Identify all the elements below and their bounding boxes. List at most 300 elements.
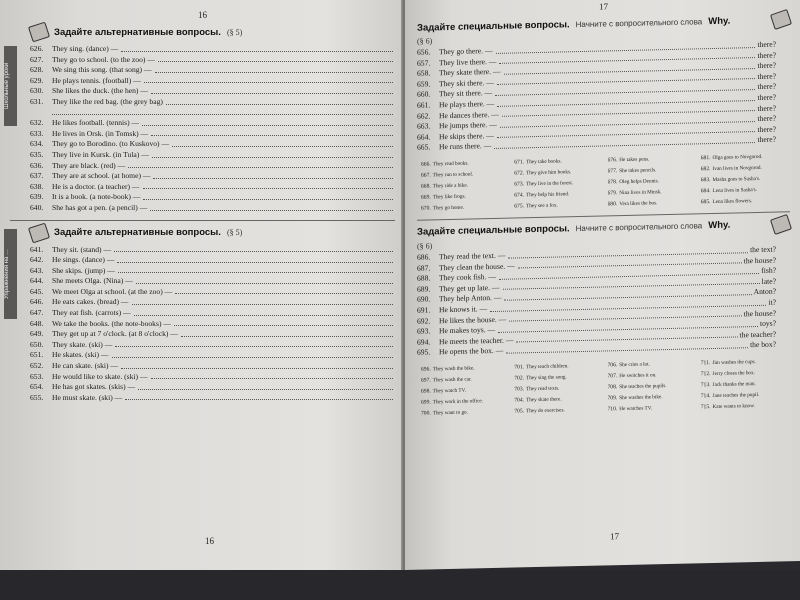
exercise-item (30, 139, 395, 150)
grid-exercise (421, 362, 510, 374)
exercise-text: They go there. — (439, 46, 493, 57)
exercise-item (30, 129, 395, 140)
answer-tail: it? (768, 297, 776, 307)
answer-tail: there? (757, 124, 776, 134)
exercise-text: He jumps there. — (439, 120, 497, 131)
exercise-item (30, 255, 395, 266)
exercise-number: 682. (700, 166, 711, 173)
exercise-number: 699. (421, 399, 431, 406)
grid-exercise (421, 191, 510, 203)
answer-line (166, 97, 393, 105)
page-number-bottom: 16 (205, 536, 214, 546)
grid-exercise (701, 389, 790, 401)
exercise-text: He makes toys. — (439, 325, 496, 336)
answer-line (152, 150, 393, 158)
exercise-text: Jack thanks the man. (712, 380, 756, 388)
answer-line (181, 329, 393, 337)
answer-line (142, 118, 393, 126)
exercise-number: 663. (417, 121, 431, 131)
exercise-text: They live in Kursk. (in Tula) — (52, 149, 149, 159)
exercise-text: Kate wants to know. (712, 402, 755, 410)
exercise-item (30, 171, 395, 182)
answer-line (150, 203, 393, 211)
grid-exercise (421, 180, 510, 192)
exercise-text: He plays there. — (439, 98, 495, 110)
answer-line (175, 287, 393, 295)
exercise-number: 693. (417, 326, 431, 336)
answer-line (143, 192, 393, 200)
answer-line (155, 65, 393, 73)
exercise-text: They live there. — (439, 56, 497, 67)
answer-line (151, 372, 393, 380)
exercise-text: He is a doctor. (a teacher) — (52, 181, 140, 191)
exercise-text: Oleg helps Dennis. (619, 178, 659, 186)
section-subtitle: Начните с вопросительного слова (575, 16, 703, 29)
exercise-grid (421, 356, 790, 418)
exercise-text: She cries a lot. (619, 361, 650, 369)
answer-line (153, 171, 393, 179)
exercise-number: 695. (417, 347, 431, 358)
exercise-text: She washes the bike. (619, 394, 663, 402)
grid-exercise (608, 186, 697, 198)
grid-exercise (701, 151, 790, 163)
exercise-text: She meets Olga. (Nina) — (52, 276, 133, 286)
grid-exercise (421, 158, 510, 170)
exercise-text: She likes the duck. (the hen) — (52, 86, 148, 96)
exercise-text: He sings. (dance) — (52, 255, 115, 265)
answer-line (125, 393, 393, 401)
grid-exercise (514, 188, 603, 200)
exercise-number: 673. (514, 181, 525, 188)
exercise-number: 630. (30, 86, 44, 96)
grid-exercise (608, 164, 697, 176)
answer-tail: the house? (743, 308, 776, 318)
grid-exercise (701, 378, 790, 390)
exercise-number: 686. (417, 252, 431, 262)
exercise-text: We take the books. (the note-books) — (52, 318, 171, 328)
grid-exercise (514, 360, 603, 372)
grid-exercise (608, 402, 697, 414)
exercise-text: Lena likes flowers. (712, 198, 753, 205)
exercise-number: 638. (30, 181, 44, 191)
exercise-number: 640. (30, 202, 44, 212)
exercise-number: 669. (421, 194, 431, 201)
exercise-number: 684. (700, 188, 711, 195)
answer-tail: the box? (750, 339, 776, 350)
answer-line (151, 86, 393, 94)
exercise-number: 666. (421, 161, 431, 168)
grid-exercise (514, 393, 603, 405)
grid-exercise (701, 367, 790, 379)
exercise-text: They get up at 7 o'clock. (at 8 o'clock) — (52, 329, 178, 339)
exercise-number: 690. (417, 294, 431, 305)
answer-line (143, 182, 394, 190)
exercise-number: 711. (700, 359, 711, 367)
exercise-number: 645. (30, 286, 44, 296)
exercise-number: 687. (417, 262, 431, 273)
section-ref: (§ 5) (226, 27, 243, 37)
exercise-number: 698. (421, 388, 431, 395)
exercise-number: 675. (514, 203, 525, 210)
exercise-number: 646. (30, 297, 44, 307)
section-title: Задайте специальные вопросы. (417, 223, 570, 239)
exercise-number: 649. (30, 329, 44, 339)
exercise-text: They want to go. (432, 409, 468, 417)
exercise-number: 712. (700, 370, 711, 378)
section-ref: (§ 6) (417, 241, 433, 251)
exercise-number: 683. (700, 177, 711, 184)
exercise-text: We sing this song. (that song) — (52, 65, 152, 75)
exercise-text: It is a book. (a note-book) — (52, 192, 141, 202)
exercise-item (30, 266, 395, 277)
exercise-number: 628. (30, 65, 44, 75)
exercise-text: They see a fox. (526, 202, 558, 210)
book-icon (28, 22, 50, 43)
exercise-number: 644. (30, 276, 44, 286)
exercise-number: 656. (417, 47, 431, 57)
exercise-text: They are at school. (at home) — (52, 171, 151, 181)
right-section-1 (417, 11, 790, 213)
grid-exercise (514, 155, 603, 167)
answer-tail: toys? (759, 318, 776, 329)
exercise-item (30, 393, 395, 404)
exercise-number: 639. (30, 192, 44, 202)
exercise-text: They watch TV. (432, 387, 466, 395)
exercise-text: They give him books. (526, 169, 572, 177)
exercise-text: They skate. (ski) — (52, 339, 113, 349)
exercise-text: They like frogs. (432, 193, 466, 201)
exercise-number: 672. (514, 170, 525, 177)
exercise-text: They teach children. (526, 363, 569, 371)
exercise-item (30, 382, 395, 393)
exercise-text: Jane teaches the pupil. (712, 391, 760, 399)
exercise-number: 659. (417, 79, 431, 89)
exercise-number: 696. (421, 366, 431, 373)
exercise-text: They help Anton. — (439, 293, 502, 304)
exercise-item (30, 65, 395, 76)
answer-tail: there? (757, 92, 776, 102)
side-tab: Упражнения на … (4, 229, 17, 319)
exercise-item (30, 329, 395, 340)
exercise-text: They work in the office. (432, 398, 483, 406)
exercise-text: He opens the box. — (439, 346, 504, 357)
answer-tail: fish? (761, 265, 776, 276)
left-book-page (0, 0, 405, 570)
answer-line (52, 108, 393, 116)
exercise-item (30, 361, 395, 372)
exercise-number: 694. (417, 337, 431, 347)
grid-exercise (701, 400, 790, 412)
section-header (30, 225, 395, 241)
exercise-number: 713. (700, 381, 711, 389)
exercise-text: They ride a bike. (432, 182, 468, 190)
exercise-text: They sit. (stand) — (52, 244, 112, 254)
exercise-text: They help his friend. (526, 191, 570, 199)
exercise-item (30, 76, 395, 87)
exercise-text: They sing. (dance) — (52, 44, 119, 53)
grid-exercise (421, 384, 510, 396)
left-section-1 (4, 24, 395, 214)
exercise-number: 642. (30, 255, 44, 265)
grid-exercise (421, 373, 510, 385)
exercise-text: Ivan lives in Novgorod. (712, 164, 762, 172)
exercise-item (30, 340, 395, 351)
grid-exercise (514, 404, 603, 416)
answer-line (118, 266, 393, 274)
grid-exercise (514, 199, 603, 211)
grid-exercise (701, 195, 790, 207)
exercise-text: He watches TV. (619, 405, 653, 413)
exercise-text: They ski there. — (439, 77, 494, 89)
exercise-text: Jerry closes the box. (712, 369, 755, 377)
exercise-number: 627. (30, 54, 44, 64)
answer-line (115, 340, 393, 348)
grid-exercise (421, 202, 510, 214)
exercise-list (30, 245, 395, 404)
book-icon (770, 9, 792, 30)
exercise-number: 637. (30, 171, 44, 181)
exercise-number: 653. (30, 371, 44, 381)
exercise-text: Olga goes to Novgorod. (712, 153, 763, 161)
grid-exercise (421, 406, 510, 418)
exercise-number: 688. (417, 273, 431, 283)
exercise-text: He likes football. (tennis) — (52, 118, 140, 128)
exercise-number: 660. (417, 89, 431, 100)
answer-line (114, 245, 393, 253)
answer-tail: there? (757, 103, 776, 113)
exercise-list (417, 40, 776, 154)
exercise-text: He can skate. (ski) — (52, 361, 119, 371)
grid-exercise (608, 369, 697, 381)
exercise-number: 679. (607, 190, 618, 197)
exercise-item (30, 276, 395, 287)
exercise-number: 658. (417, 68, 431, 78)
question-word: Why. (708, 15, 731, 27)
exercise-item (30, 308, 395, 319)
exercise-number: 648. (30, 318, 44, 328)
exercise-number: 647. (30, 308, 44, 318)
answer-tail: there? (757, 113, 776, 124)
answer-tail: there? (757, 60, 776, 71)
exercise-number: 626. (30, 44, 44, 53)
answer-line (132, 297, 393, 305)
exercise-item (30, 297, 395, 308)
left-section-2 (4, 225, 395, 404)
answer-tail: late? (761, 276, 776, 286)
exercise-text: Lena lives in Sasha's. (712, 186, 757, 194)
exercise-number: 697. (421, 377, 431, 384)
exercise-text: He must skate. (ski) — (52, 392, 123, 402)
exercise-item (30, 86, 395, 97)
exercise-number: 655. (30, 392, 44, 402)
grid-exercise (701, 162, 790, 174)
section-ref: (§ 6) (417, 36, 433, 46)
exercise-number: 633. (30, 128, 44, 138)
exercise-number: 677. (607, 168, 618, 175)
right-section-2 (417, 216, 790, 418)
answer-line (112, 350, 393, 358)
exercise-number: 641. (30, 244, 44, 254)
grid-exercise (514, 177, 603, 189)
exercise-item (30, 108, 395, 119)
exercise-text: Masha goes to Sasha's. (712, 175, 761, 183)
exercise-number: 704. (514, 397, 525, 404)
exercise-text: He meets the teacher. — (439, 335, 514, 346)
exercise-number: 635. (30, 149, 44, 159)
answer-tail: there? (757, 81, 776, 92)
exercise-number: 710. (607, 406, 618, 413)
book-icon (770, 214, 792, 235)
exercise-number: 631. (30, 96, 44, 106)
exercise-text: They skate there. (526, 396, 562, 404)
section-title: Задайте альтернативные вопросы. (54, 227, 221, 238)
grid-exercise (608, 153, 697, 165)
exercise-text: They wash the car. (432, 376, 472, 384)
exercise-text: He skips there. — (439, 130, 494, 141)
grid-exercise (421, 169, 510, 181)
exercise-number: 706. (607, 362, 618, 369)
exercise-item (30, 118, 395, 129)
exercise-number: 650. (30, 339, 44, 349)
grid-exercise (421, 395, 510, 407)
answer-tail: there? (757, 71, 776, 81)
exercise-text: They like the red bag. (the grey bag) (52, 96, 163, 106)
exercise-text: They go to Borodino. (to Kuskovo) — (52, 139, 170, 149)
section-ref: (§ 5) (226, 228, 243, 237)
exercise-number: 701. (514, 364, 525, 371)
exercise-number: 702. (514, 375, 525, 382)
exercise-number: 671. (514, 159, 525, 166)
exercise-text: They sing the song. (526, 374, 567, 382)
exercise-number: 661. (417, 100, 431, 110)
answer-tail: there? (757, 39, 776, 50)
exercise-number: 714. (700, 392, 711, 400)
exercise-number: 674. (514, 192, 525, 199)
exercise-list (30, 44, 395, 214)
grid-exercise (608, 197, 697, 209)
table-surface (0, 570, 800, 600)
answer-line (151, 129, 393, 137)
question-word: Why. (708, 220, 731, 232)
exercise-text: He runs there. — (439, 141, 492, 152)
exercise-text: They are black. (red) — (52, 160, 126, 170)
right-book-page (405, 0, 800, 570)
exercise-text: They cook fish. — (439, 272, 496, 283)
exercise-item (30, 287, 395, 298)
exercise-text: They read the text. — (439, 250, 506, 262)
exercise-item (30, 44, 395, 55)
exercise-text: They read texts. (526, 385, 560, 393)
exercise-text: He plays tennis. (football) — (52, 75, 141, 85)
exercise-number: 692. (417, 315, 431, 326)
answer-tail: the house? (743, 255, 776, 265)
exercise-text: He lives in Orsk. (in Tomsk) — (52, 128, 149, 138)
grid-exercise (514, 166, 603, 178)
page-number-top: 17 (599, 1, 608, 12)
side-tab: Школьные уроки (4, 46, 17, 126)
exercise-text: They clean the house. — (439, 261, 515, 272)
exercise-text: They live in the forest. (526, 180, 574, 188)
book-icon (28, 222, 50, 243)
exercise-text: They wash the bike. (432, 365, 475, 373)
exercise-text: They do exercises. (526, 407, 565, 415)
exercise-text: She has got a pen. (a pencil) — (52, 202, 148, 212)
exercise-number: 681. (700, 155, 711, 162)
answer-tail: the text? (750, 244, 776, 255)
exercise-item (30, 203, 395, 214)
exercise-text: He likes the house. — (439, 314, 507, 325)
grid-exercise (701, 173, 790, 185)
answer-line (158, 55, 393, 63)
answer-tail: there? (757, 50, 776, 60)
exercise-number: 689. (417, 284, 431, 294)
exercise-number: 705. (514, 408, 525, 415)
answer-tail: there? (757, 134, 776, 145)
grid-exercise (608, 391, 697, 403)
grid-exercise (608, 358, 697, 370)
exercise-item (30, 182, 395, 193)
exercise-text: He knows it. — (439, 304, 488, 315)
grid-exercise (514, 371, 603, 383)
exercise-text: They run to school. (432, 171, 474, 179)
exercise-text: She teaches the pupils. (619, 382, 667, 391)
exercise-number: 667. (421, 172, 431, 179)
answer-line (128, 161, 393, 169)
exercise-text: He switches it on. (619, 372, 657, 380)
answer-tail: Anton? (753, 286, 776, 297)
exercise-number: 700. (421, 410, 431, 417)
exercise-text: Vera likes the bus. (619, 200, 658, 208)
exercise-item (30, 150, 395, 161)
exercise-item (30, 372, 395, 383)
exercise-number: 634. (30, 139, 44, 149)
grid-exercise (701, 356, 790, 368)
answer-line (117, 255, 393, 263)
exercise-number: 662. (417, 110, 431, 121)
grid-exercise (608, 175, 697, 187)
exercise-number: 709. (607, 395, 618, 402)
exercise-number: 657. (417, 58, 431, 68)
exercise-number: 715. (700, 403, 711, 411)
exercise-number: 629. (30, 75, 44, 85)
grid-exercise (514, 382, 603, 394)
section-header (30, 24, 395, 40)
exercise-number: 651. (30, 350, 44, 360)
exercise-list (417, 245, 776, 359)
exercise-number: 691. (417, 305, 431, 315)
exercise-item (30, 350, 395, 361)
exercise-text: They go to school. (to the zoo) — (52, 54, 155, 64)
answer-line (172, 139, 393, 147)
exercise-item (30, 55, 395, 66)
exercise-number: 676. (607, 157, 618, 164)
exercise-text: He has got skates. (skis) — (52, 382, 136, 392)
exercise-text: He takes pens. (619, 156, 650, 164)
grid-exercise (701, 184, 790, 196)
exercise-grid (421, 151, 790, 213)
exercise-text: He dances there. — (439, 109, 499, 120)
page-number-top: 16 (198, 10, 207, 20)
exercise-number: 652. (30, 361, 44, 371)
page-number-bottom: 17 (610, 531, 619, 542)
exercise-number: 664. (417, 132, 431, 142)
exercise-text: He eats cakes. (bread) — (52, 297, 129, 307)
exercise-item (30, 192, 395, 203)
exercise-text: They go home. (432, 204, 465, 212)
answer-line (138, 382, 393, 390)
answer-line (134, 308, 393, 316)
exercise-number: 643. (30, 265, 44, 275)
